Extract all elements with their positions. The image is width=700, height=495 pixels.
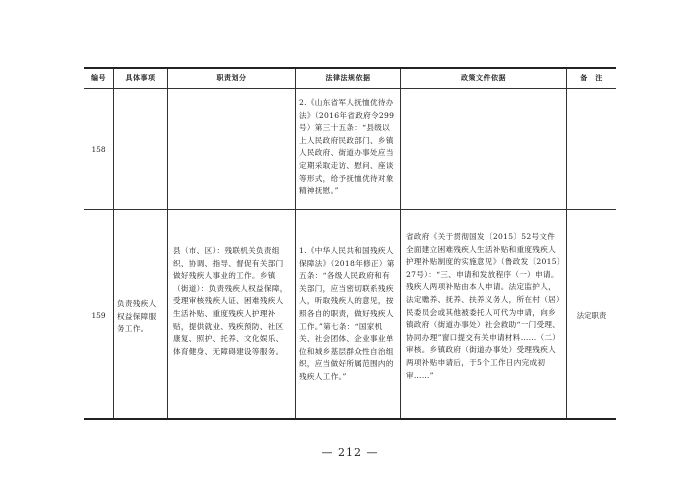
row-159-duty: 县（市、区）：残联机关负责组织、协调、指导、督促有关部门做好残疾人事业的工作。乡镇（街道）：负责残疾人权益保障，受理审核残疾人证、困难残疾人生活补贴、重度残疾人护理补贴，提供就业、残疾预防、社区康复、照护、托养、文化娱乐、体育健身、无障碍建设等服务。 [173, 246, 288, 356]
policy-table [84, 67, 616, 420]
header-policy: 政策文件依据 [461, 73, 506, 82]
header-item: 具体事项 [125, 73, 156, 82]
row-158-number: 158 [91, 144, 106, 154]
header-num: 编号 [91, 73, 106, 82]
row-159-item: 负责残疾人权益保障服务工作。 [117, 299, 157, 334]
header-law: 法律法规依据 [325, 73, 371, 82]
header-note: 备 注 [580, 73, 603, 82]
header-duty: 职责划分 [216, 73, 247, 82]
page-number: — 212 — [321, 446, 379, 459]
row-159-policy: 省政府《关于贯彻国发〔2015〕52号文件全面建立困难残疾人生活补贴和重度残疾人护理补贴制度的实施意见》（鲁政发〔2015〕27号）：“三、申请和发放程序（一）申请。残疾人两项补贴由本人申请。法定监护人，法定赡养、抚养、扶养义务人，所在村（居）民委员会或其他被委托人可代为申请，向乡镇政府（街道办事处）社会救助“一门受理、协同办理”窗口提交有关申请材料……（二）审核。乡镇政府（街道办事处）受理残疾人两项补贴申请后，于5个工作日内完成初审……” [406, 232, 562, 380]
row-159-number: 159 [91, 310, 106, 320]
row-159-note: 法定职责 [576, 310, 607, 320]
row-158-law: 2.《山东省军人抚恤优待办法》（2016年省政府令299号）第三十五条：“县级以上人民政府民政部门、乡镇人民政府、街道办事处应当定期采取走访、慰问、座谈等形式，给予抚恤优待对象精神抚慰。” [299, 98, 395, 196]
row-159-law: 1.《中华人民共和国残疾人保障法》（2018年修正）第五条：“各级人民政府和有关部门，应当密切联系残疾人，听取残疾人的意见，按照各自的职责，做好残疾人工作。”第七条：“国家机关、社会团体、企业事业单位和城乡基层群众性自治组织，应当做好所属范围内的残疾人工作。” [299, 246, 395, 381]
